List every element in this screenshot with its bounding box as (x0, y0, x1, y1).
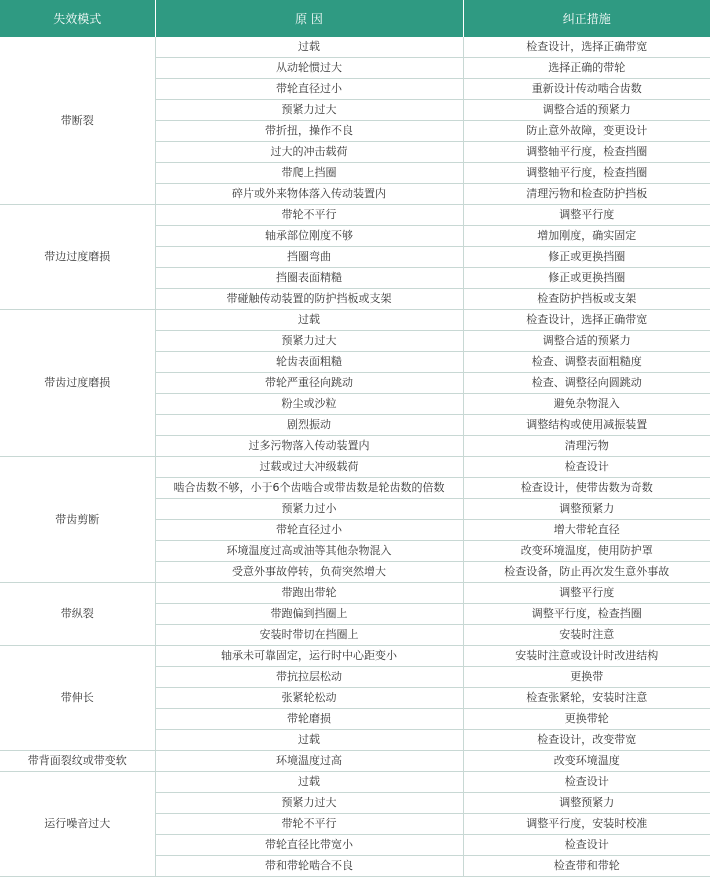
corrective-action-cell: 检查设备，防止再次发生意外事故 (463, 562, 710, 583)
cause-cell: 带轮直径过小 (155, 79, 463, 100)
cause-cell: 带折扭，操作不良 (155, 121, 463, 142)
corrective-action-cell: 调整预紧力 (463, 499, 710, 520)
corrective-action-cell: 选择正确的带轮 (463, 58, 710, 79)
corrective-action-cell: 防止意外故障，变更设计 (463, 121, 710, 142)
table-row (0, 205, 710, 226)
corrective-action-cell: 调整平行度，安装时校准 (463, 814, 710, 835)
cause-cell: 过载 (155, 730, 463, 751)
corrective-action-cell: 检查设计 (463, 457, 710, 478)
corrective-action-cell: 修正或更换挡圈 (463, 268, 710, 289)
corrective-action-cell: 避免杂物混入 (463, 394, 710, 415)
table-row (0, 772, 710, 793)
corrective-action-cell: 调整平行度，检查挡圈 (463, 604, 710, 625)
failure-mode-cell: 带伸长 (0, 646, 155, 751)
corrective-action-cell: 检查防护挡板或支架 (463, 289, 710, 310)
corrective-action-cell: 检查设计 (463, 772, 710, 793)
corrective-action-cell: 更换带 (463, 667, 710, 688)
table-row (0, 751, 710, 772)
cause-cell: 带轮不平行 (155, 205, 463, 226)
cause-cell: 带轮磨损 (155, 709, 463, 730)
cause-cell: 环境温度过高或油等其他杂物混入 (155, 541, 463, 562)
corrective-action-cell: 调整预紧力 (463, 793, 710, 814)
corrective-action-cell: 调整合适的预紧力 (463, 331, 710, 352)
corrective-action-cell: 检查设计，选择正确带宽 (463, 310, 710, 331)
cause-cell: 挡圈弯曲 (155, 247, 463, 268)
corrective-action-cell: 检查、调整径向圆跳动 (463, 373, 710, 394)
cause-cell: 环境温度过高 (155, 751, 463, 772)
table-row (0, 457, 710, 478)
cause-cell: 带抗拉层松动 (155, 667, 463, 688)
cause-cell: 带和带轮啮合不良 (155, 856, 463, 877)
cause-cell: 带碰触传动装置的防护挡板或支架 (155, 289, 463, 310)
header-corrective-action: 纠正措施 (463, 0, 710, 37)
cause-cell: 挡圈表面精糙 (155, 268, 463, 289)
table-row (0, 646, 710, 667)
cause-cell: 受意外事故停转，负荷突然增大 (155, 562, 463, 583)
corrective-action-cell: 调整平行度 (463, 205, 710, 226)
cause-cell: 啮合齿数不够，小于6个齿啮合或带齿数是轮齿数的倍数 (155, 478, 463, 499)
corrective-action-cell: 调整轴平行度，检查挡圈 (463, 142, 710, 163)
header-row (0, 0, 710, 37)
cause-cell: 过大的冲击载荷 (155, 142, 463, 163)
corrective-action-cell: 修正或更换挡圈 (463, 247, 710, 268)
corrective-action-cell: 检查设计，改变带宽 (463, 730, 710, 751)
cause-cell: 过多污物落入传动装置内 (155, 436, 463, 457)
cause-cell: 过载 (155, 37, 463, 58)
header-cause: 原 因 (155, 0, 463, 37)
header-failure-mode: 失效模式 (0, 0, 155, 37)
cause-cell: 碎片或外来物体落入传动装置内 (155, 184, 463, 205)
corrective-action-cell: 检查设计，使带齿数为奇数 (463, 478, 710, 499)
table-row (0, 583, 710, 604)
corrective-action-cell: 检查、调整表面粗糙度 (463, 352, 710, 373)
cause-cell: 剧烈振动 (155, 415, 463, 436)
cause-cell: 预紧力过小 (155, 499, 463, 520)
cause-cell: 过载 (155, 310, 463, 331)
cause-cell: 安装时带切在挡圈上 (155, 625, 463, 646)
cause-cell: 粉尘或沙粒 (155, 394, 463, 415)
failure-mode-cell: 带纵裂 (0, 583, 155, 646)
failure-mode-cell: 带断裂 (0, 37, 155, 205)
failure-mode-cell: 运行噪音过大 (0, 772, 155, 877)
corrective-action-cell: 更换带轮 (463, 709, 710, 730)
cause-cell: 预紧力过大 (155, 100, 463, 121)
corrective-action-cell: 安装时注意或设计时改进结构 (463, 646, 710, 667)
corrective-action-cell: 检查张紧轮，安装时注意 (463, 688, 710, 709)
table-body (0, 37, 710, 877)
cause-cell: 带爬上挡圈 (155, 163, 463, 184)
cause-cell: 带轮不平行 (155, 814, 463, 835)
corrective-action-cell: 安装时注意 (463, 625, 710, 646)
cause-cell: 带跑偏到挡圈上 (155, 604, 463, 625)
cause-cell: 带轮直径比带宽小 (155, 835, 463, 856)
failure-mode-cell: 带背面裂纹或带变软 (0, 751, 155, 772)
corrective-action-cell: 改变环境温度，使用防护罩 (463, 541, 710, 562)
cause-cell: 预紧力过大 (155, 793, 463, 814)
corrective-action-cell: 调整结构或使用减振装置 (463, 415, 710, 436)
failure-mode-cell: 带齿剪断 (0, 457, 155, 583)
corrective-action-cell: 检查带和带轮 (463, 856, 710, 877)
cause-cell: 带轮直径过小 (155, 520, 463, 541)
corrective-action-cell: 清理污物和检查防护挡板 (463, 184, 710, 205)
cause-cell: 张紧轮松动 (155, 688, 463, 709)
corrective-action-cell: 检查设计 (463, 835, 710, 856)
cause-cell: 轮齿表面粗糙 (155, 352, 463, 373)
cause-cell: 过载 (155, 772, 463, 793)
cause-cell: 带轮严重径向跳动 (155, 373, 463, 394)
failure-mode-cell: 带边过度磨损 (0, 205, 155, 310)
table-row (0, 37, 710, 58)
corrective-action-cell: 增加刚度，确实固定 (463, 226, 710, 247)
cause-cell: 带跑出带轮 (155, 583, 463, 604)
corrective-action-cell: 增大带轮直径 (463, 520, 710, 541)
corrective-action-cell: 改变环境温度 (463, 751, 710, 772)
cause-cell: 从动轮惯过大 (155, 58, 463, 79)
table-row (0, 310, 710, 331)
corrective-action-cell: 调整轴平行度，检查挡圈 (463, 163, 710, 184)
cause-cell: 轴承未可靠固定，运行时中心距变小 (155, 646, 463, 667)
cause-cell: 预紧力过大 (155, 331, 463, 352)
failure-mode-cell: 带齿过度磨损 (0, 310, 155, 457)
corrective-action-cell: 重新设计传动啮合齿数 (463, 79, 710, 100)
corrective-action-cell: 检查设计，选择正确带宽 (463, 37, 710, 58)
cause-cell: 过载或过大冲级载荷 (155, 457, 463, 478)
corrective-action-cell: 调整合适的预紧力 (463, 100, 710, 121)
corrective-action-cell: 调整平行度 (463, 583, 710, 604)
corrective-action-cell: 清理污物 (463, 436, 710, 457)
cause-cell: 轴承部位刚度不够 (155, 226, 463, 247)
